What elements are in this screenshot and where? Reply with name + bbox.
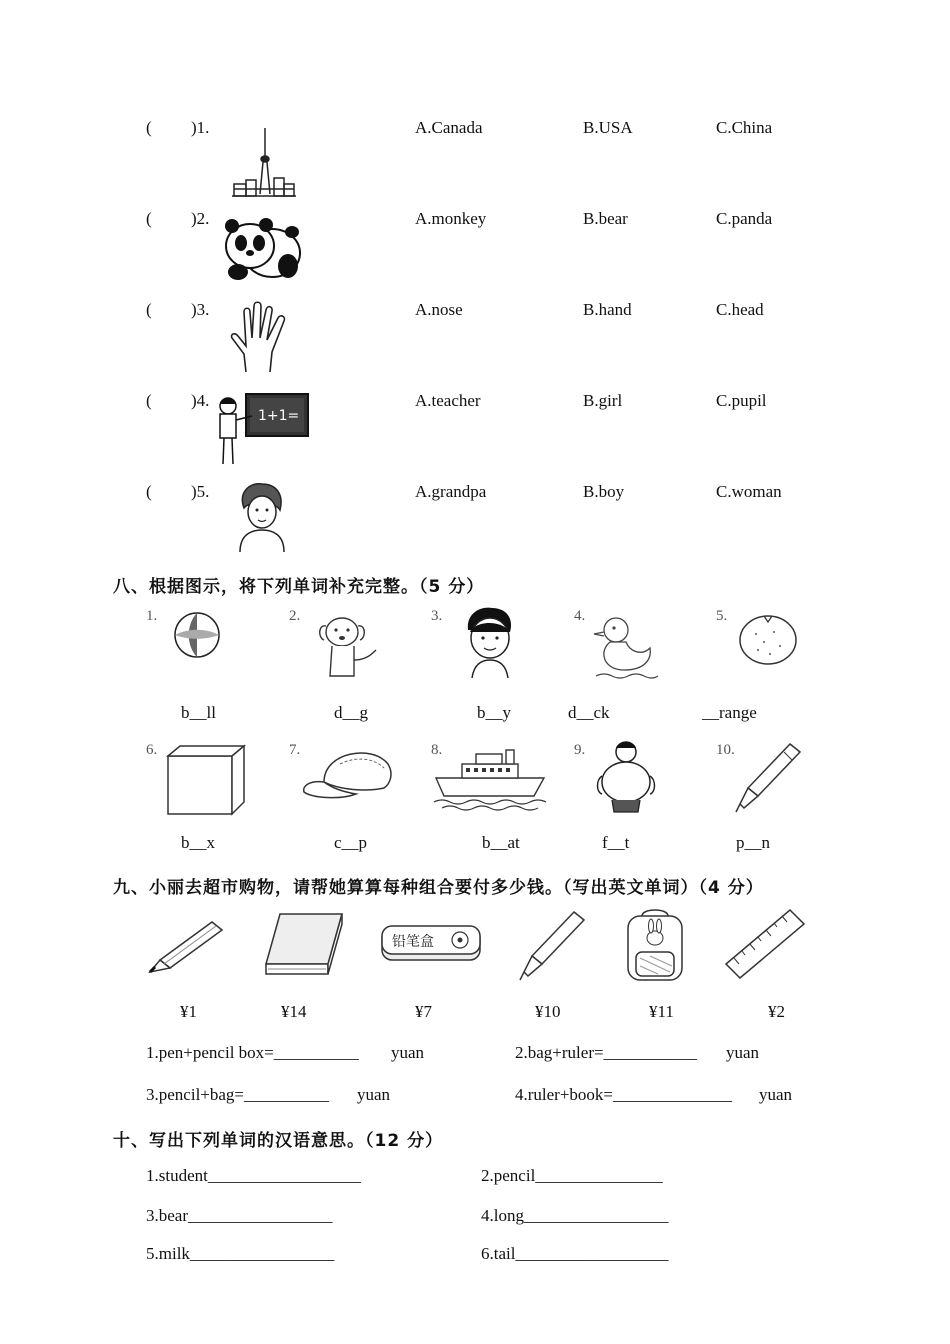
vocab-item-5[interactable]: 5.milk_________________ bbox=[146, 1244, 335, 1263]
woman-icon bbox=[236, 482, 288, 552]
calc-question-1[interactable]: 1.pen+pencil box=__________ bbox=[146, 1043, 359, 1062]
item-number: 5. bbox=[716, 608, 728, 624]
word-blank: __range bbox=[702, 703, 757, 722]
dog-icon bbox=[314, 610, 380, 682]
question-number: )5. bbox=[191, 482, 210, 501]
item-number: 6. bbox=[146, 742, 158, 758]
vocab-item-3[interactable]: 3.bear_________________ bbox=[146, 1206, 333, 1225]
vocab-item-4[interactable]: 4.long_________________ bbox=[481, 1206, 669, 1225]
section-8-title: 八、根据图示，将下列单词补充完整。（5 分） bbox=[113, 577, 485, 597]
vocab-item-2[interactable]: 2.pencil_______________ bbox=[481, 1166, 663, 1185]
pencil-box-icon bbox=[380, 924, 484, 966]
panda-icon bbox=[222, 208, 304, 282]
option-b: B.girl bbox=[583, 391, 623, 410]
fountain-pen-icon bbox=[518, 910, 588, 980]
calc-question-2[interactable]: 2.bag+ruler=___________ bbox=[515, 1043, 698, 1062]
boy-icon bbox=[462, 606, 518, 680]
answer-paren-open: ( bbox=[146, 118, 152, 137]
item-number: 4. bbox=[574, 608, 586, 624]
item-number: 9. bbox=[574, 742, 586, 758]
option-c: C.woman bbox=[716, 482, 782, 501]
book-icon bbox=[262, 912, 346, 978]
word-blank: d__ck bbox=[568, 703, 610, 722]
option-b: B.hand bbox=[583, 300, 632, 319]
answer-paren-open: ( bbox=[146, 209, 152, 228]
section-10-title: 十、写出下列单词的汉语意思。（12 分） bbox=[113, 1131, 444, 1151]
option-b: B.USA bbox=[583, 118, 633, 137]
cn-tower-icon bbox=[230, 126, 298, 198]
calc-question-4[interactable]: 4.ruler+book=______________ bbox=[515, 1085, 733, 1104]
answer-paren-open: ( bbox=[146, 482, 152, 501]
vocab-item-1[interactable]: 1.student__________________ bbox=[146, 1166, 361, 1185]
boat-icon bbox=[432, 748, 550, 810]
option-a: A.grandpa bbox=[415, 482, 487, 501]
item-number: 3. bbox=[431, 608, 443, 624]
answer-paren-open: ( bbox=[146, 391, 152, 410]
item-number: 10. bbox=[716, 742, 735, 758]
option-c: C.head bbox=[716, 300, 764, 319]
price-ruler: ¥2 bbox=[768, 1002, 785, 1021]
section-9-title: 九、小丽去超市购物，请帮她算算每种组合要付多少钱。（写出英文单词）（4 分） bbox=[113, 878, 764, 898]
duck-icon bbox=[592, 612, 662, 682]
option-c: C.pupil bbox=[716, 391, 767, 410]
item-number: 8. bbox=[431, 742, 443, 758]
option-c: C.panda bbox=[716, 209, 773, 228]
word-blank: d__g bbox=[334, 703, 368, 722]
item-number: 1. bbox=[146, 608, 158, 624]
word-blank: b__x bbox=[181, 833, 215, 852]
word-blank: b__at bbox=[482, 833, 520, 852]
word-blank: b__ll bbox=[181, 703, 216, 722]
orange-icon bbox=[738, 610, 800, 666]
backpack-icon bbox=[620, 908, 690, 984]
ruler-icon bbox=[724, 908, 808, 980]
calc-unit: yuan bbox=[759, 1085, 793, 1104]
cap-icon bbox=[300, 744, 396, 804]
option-c: C.China bbox=[716, 118, 773, 137]
pencil-box-label: 铅笔盒 bbox=[392, 934, 434, 950]
word-blank: c__p bbox=[334, 833, 368, 852]
pen-icon bbox=[734, 742, 804, 814]
word-blank: p__n bbox=[736, 833, 770, 852]
fat-man-icon bbox=[594, 740, 656, 816]
item-number: 2. bbox=[289, 608, 301, 624]
question-number: )1. bbox=[191, 118, 210, 137]
calc-unit: yuan bbox=[726, 1043, 760, 1062]
option-a: A.nose bbox=[415, 300, 463, 319]
pencil-icon bbox=[146, 916, 226, 974]
calc-unit: yuan bbox=[391, 1043, 425, 1062]
vocab-item-6[interactable]: 6.tail__________________ bbox=[481, 1244, 669, 1263]
answer-paren-open: ( bbox=[146, 300, 152, 319]
option-a: A.monkey bbox=[415, 209, 487, 228]
teacher-icon bbox=[212, 392, 312, 468]
calc-question-3[interactable]: 3.pencil+bag=__________ bbox=[146, 1085, 330, 1104]
price-bag: ¥11 bbox=[649, 1002, 674, 1021]
box-icon bbox=[166, 744, 248, 816]
item-number: 7. bbox=[289, 742, 301, 758]
hand-icon bbox=[228, 302, 298, 374]
svg-text:1+1=: 1+1= bbox=[258, 408, 300, 424]
option-b: B.boy bbox=[583, 482, 625, 501]
ball-icon bbox=[172, 610, 222, 660]
price-pencil: ¥1 bbox=[180, 1002, 197, 1021]
option-a: A.teacher bbox=[415, 391, 481, 410]
question-number: )4. bbox=[191, 391, 210, 410]
question-number: )2. bbox=[191, 209, 210, 228]
word-blank: f__t bbox=[602, 833, 630, 852]
calc-unit: yuan bbox=[357, 1085, 391, 1104]
option-b: B.bear bbox=[583, 209, 628, 228]
question-number: )3. bbox=[191, 300, 210, 319]
price-pencil-box: ¥7 bbox=[415, 1002, 432, 1021]
price-book: ¥14 bbox=[281, 1002, 307, 1021]
price-pen: ¥10 bbox=[535, 1002, 561, 1021]
option-a: A.Canada bbox=[415, 118, 483, 137]
word-blank: b__y bbox=[477, 703, 511, 722]
